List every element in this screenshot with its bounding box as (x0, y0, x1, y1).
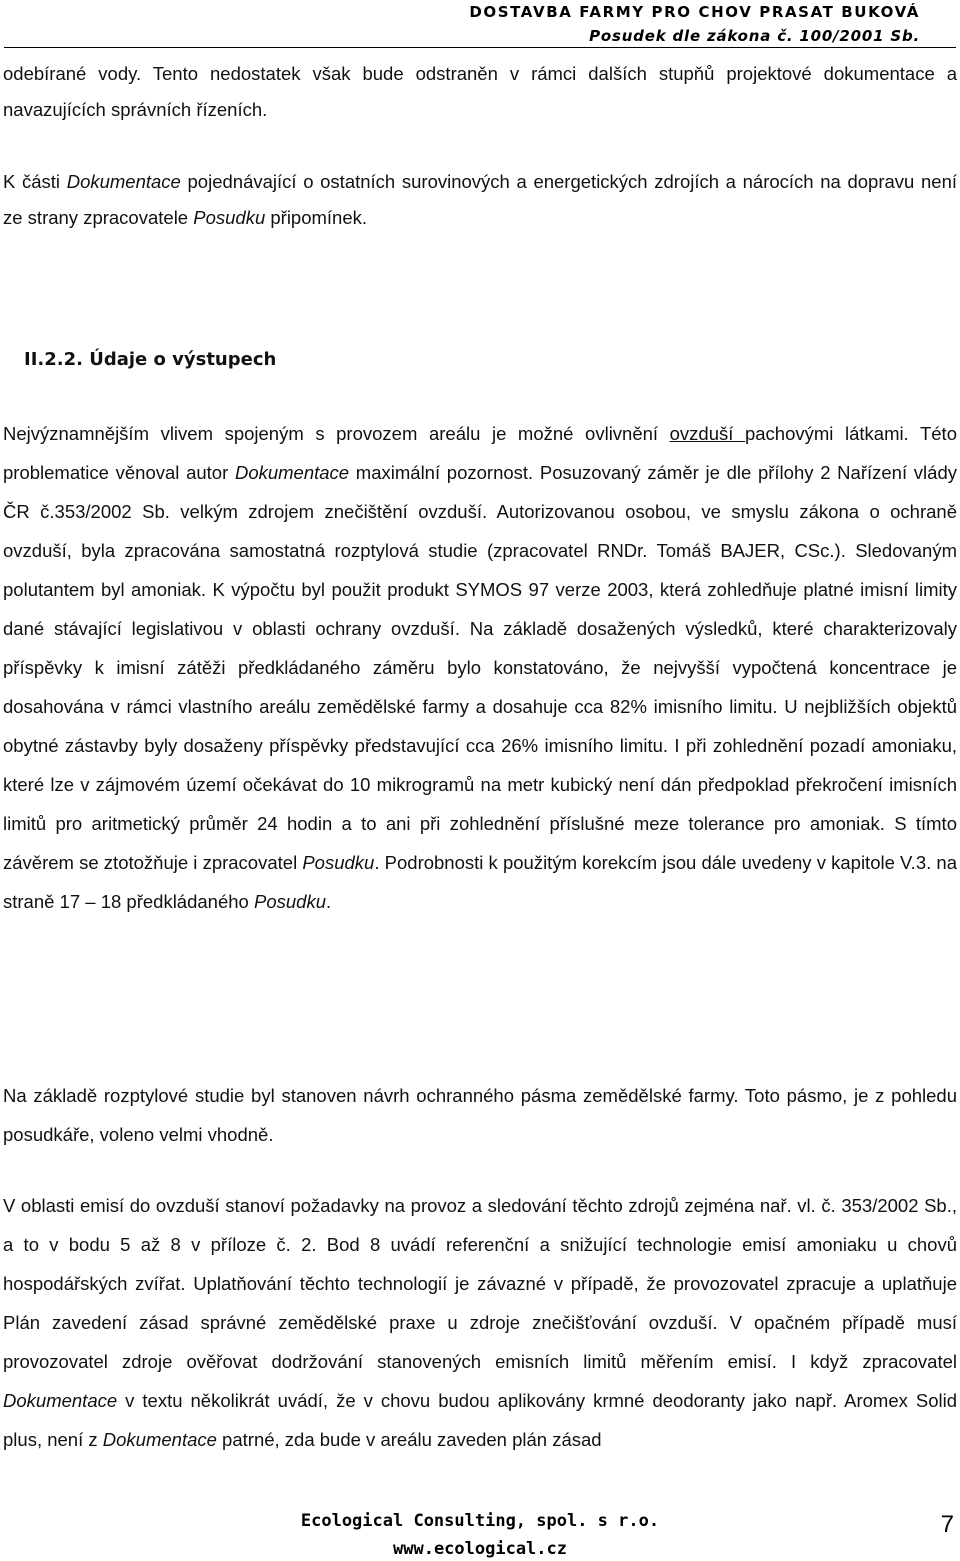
text-run: v textu několikrát uvádí, že v chovu budou aplikovány krmné deodoranty jako např. Aromex Solid plus, není z (3, 1390, 957, 1450)
underlined-run: ovzduší (669, 423, 745, 444)
text-run: připomínek. (265, 207, 368, 228)
italic-run: Posudku (253, 891, 326, 912)
italic-run: Dokumentace (3, 1390, 118, 1411)
paragraph-4 (3, 1076, 957, 1154)
text-run: pojednávající o ostatních surovinových a energetických zdrojích a nárocích na dopravu není ze strany zpracovatele (3, 171, 957, 228)
section-heading: II.2.2. Údaje o výstupech (24, 349, 277, 370)
paragraph-3 (3, 414, 957, 921)
text-run: patrné, zda bude v areálu zaveden plán zásad (216, 1429, 602, 1450)
paragraph-1 (3, 56, 957, 128)
text-run: . (325, 891, 332, 912)
text-run: Nejvýznamnějším vlivem spojeným s provozem areálu je možné ovlivnění (3, 423, 670, 444)
paragraph-5 (3, 1186, 957, 1459)
italic-run: Dokumentace (102, 1429, 217, 1450)
italic-run: Posudku (193, 207, 266, 228)
italic-run: Dokumentace (234, 462, 350, 483)
italic-run: Posudku (302, 852, 375, 873)
header-title: DOSTAVBA FARMY PRO CHOV PRASAT BUKOVÁ (469, 3, 920, 21)
footer-website: www.ecological.cz (393, 1539, 567, 1559)
text-run: K části (3, 171, 67, 192)
header-rule (4, 47, 956, 48)
italic-run: Dokumentace (66, 171, 181, 192)
footer-company: Ecological Consulting, spol. s r.o. (300, 1511, 660, 1531)
header-subtitle: Posudek dle zákona č. 100/2001 Sb. (589, 27, 920, 45)
text-run: V oblasti emisí do ovzduší stanoví požadavky na provoz a sledování těchto zdrojů zejména nař. vl. č. 353/2002 Sb., a to v bodu 5 až 8 v příloze č. 2. Bod 8 uvádí referenční a snižující technologie emisí amoniaku u chovů hospodářských zvířat. Uplatňování těchto technologií je závazné v případě, že provozovatel zpracuje a uplatňuje Plán zavedení zásad správné zemědělské praxe u zdroje znečišťování ovzduší. V opačném případě musí provozovatel zdroje ověřovat dodržování stanovených emisních limitů měřením emisí. I když zpracovatel (3, 1195, 957, 1372)
paragraph-text: Na základě rozptylové studie byl stanoven návrh ochranného pásma zemědělské farmy. Toto pásmo, je z pohledu posudkáře, voleno velmi vhodně. (3, 1085, 957, 1145)
text-run: . Podrobnosti k použitým korekcím jsou dále uvedeny v kapitole V.3. na straně 17 – 18 předkládaného (3, 852, 957, 912)
text-run: maximální pozornost. Posuzovaný záměr je dle přílohy 2 Nařízení vlády ČR č.353/2002 Sb. velkým zdrojem znečištění ovzduší. Autorizovanou osobou, ve smyslu zákona o ochraně ovzduší, byla zpracována samostatná rozptylová studie (zpracovatel RNDr. Tomáš BAJER, CSc.). Sledovaným polutantem byl amoniak. K výpočtu byl použit produkt SYMOS 97 verze 2003, která zohledňuje platné imisní limity dané stávající legislativou v oblasti ochrany ovzduší. Na základě dosažených výsledků, které charakterizovaly příspěvky k imisní zátěži předkládaného záměru bylo konstatováno, že nejvyšší vypočtená koncentrace je dosahována v rámci vlastního areálu zemědělské farmy a dosahuje cca 82% imisního limitu. U nejbližších objektů obytné zástavby byly dosaženy příspěvky představující cca 26% imisního limitu. I při zohlednění pozadí amoniaku, které lze v zájmovém území očekávat do 10 mikrogramů na metr kubický není dán předpoklad překročení imisních limitů pro aritmetický průměr 24 hodin a to ani při zohlednění příslušné meze tolerance pro amoniak. S tímto závěrem se ztotožňuje i zpracovatel (3, 462, 957, 873)
text-run: pachovými látkami. Této problematice věnoval autor (3, 423, 957, 483)
page-number: 7 (940, 1511, 954, 1538)
paragraph-2 (3, 164, 957, 236)
paragraph-text: odebírané vody. Tento nedostatek však bude odstraněn v rámci dalších stupňů projektové dokumentace a navazujících správních řízeních. (3, 63, 957, 120)
